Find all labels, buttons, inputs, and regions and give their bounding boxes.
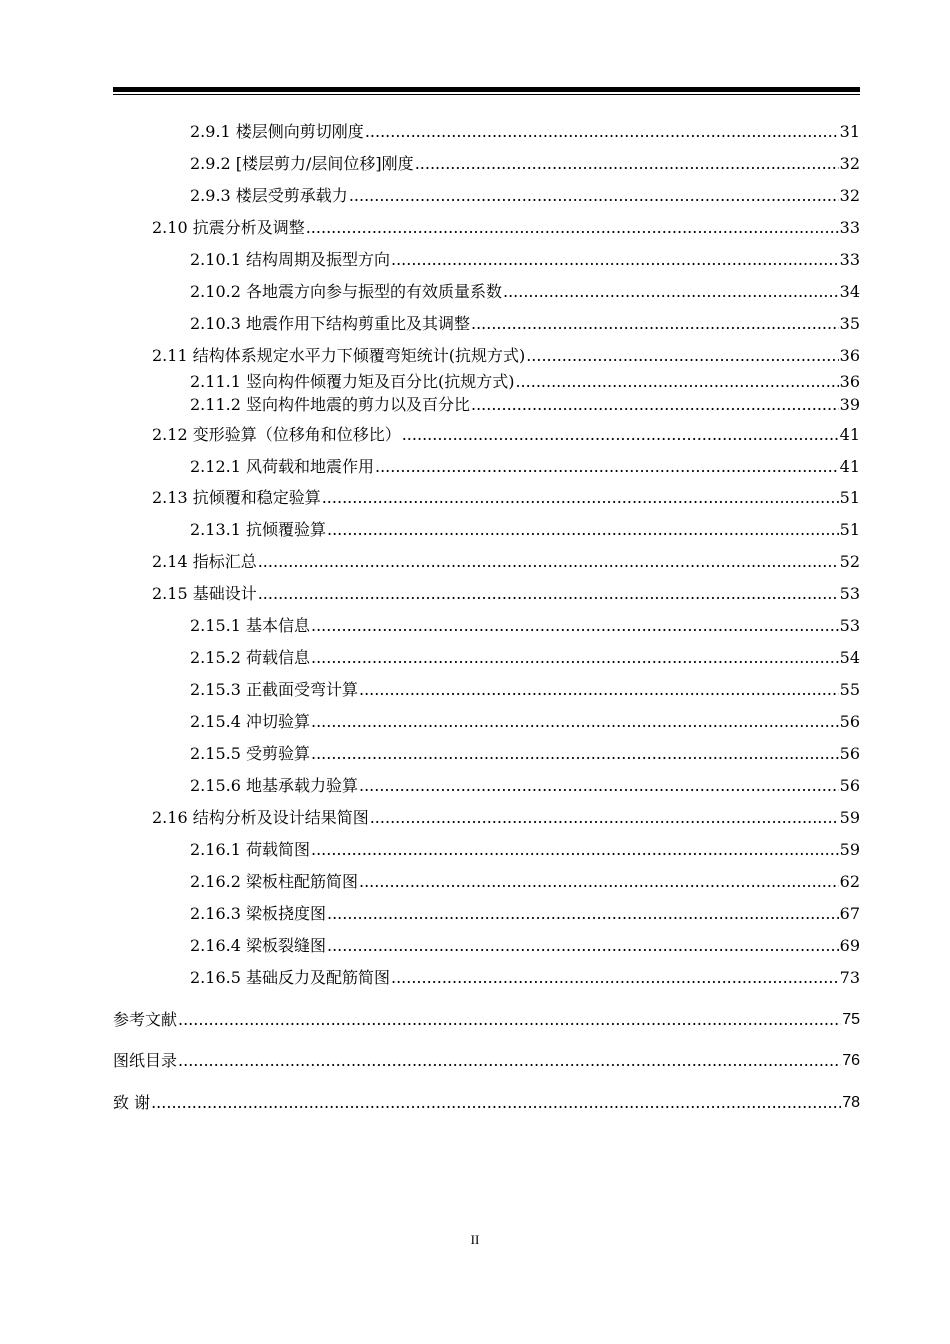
- toc-leader-dots: [359, 680, 839, 700]
- toc-entry-title: 2.12 变形验算（位移角和位移比）: [152, 425, 401, 444]
- toc-entry-page: 31: [839, 122, 860, 141]
- toc-entry-page: 56: [839, 744, 860, 763]
- toc-entry[interactable]: [190, 776, 860, 796]
- toc-entry-page: 51: [839, 520, 860, 539]
- toc-leader-dots: [322, 488, 839, 508]
- toc-entry-title: 2.15.5 受剪验算: [190, 744, 310, 763]
- toc-entry[interactable]: [190, 457, 860, 477]
- toc-entry[interactable]: [190, 872, 860, 892]
- toc-entry[interactable]: [152, 218, 860, 238]
- toc-entry-title: 2.10 抗震分析及调整: [152, 218, 305, 237]
- toc-entry[interactable]: [152, 552, 860, 572]
- toc-entry-page: 69: [839, 936, 860, 955]
- toc-entry-title: 2.10.2 各地震方向参与振型的有效质量系数: [190, 282, 502, 301]
- toc-entry[interactable]: [190, 250, 860, 270]
- toc-entry[interactable]: [152, 584, 860, 604]
- toc-entry-page: 41: [839, 457, 860, 476]
- toc-entry-page: 67: [839, 904, 860, 923]
- toc-entry-title: 2.16.2 梁板柱配筋简图: [190, 872, 358, 891]
- toc-entry-title: 2.16.5 基础反力及配筋简图: [190, 968, 390, 987]
- toc-leader-dots: [311, 616, 839, 636]
- toc-entry-title: 2.15 基础设计: [152, 584, 257, 603]
- toc-entry[interactable]: [190, 968, 860, 988]
- toc-leader-dots: [327, 904, 839, 924]
- toc-entry[interactable]: [190, 616, 860, 636]
- toc-entry[interactable]: [190, 395, 860, 415]
- toc-entry-page: 56: [839, 776, 860, 795]
- toc-leader-dots: [258, 552, 839, 572]
- toc-entry[interactable]: [190, 282, 860, 302]
- toc-leader-dots: [375, 457, 839, 477]
- toc-entry[interactable]: [190, 314, 860, 334]
- toc-entry-title: 2.9.1 楼层侧向剪切刚度: [190, 122, 364, 141]
- toc-entry-title: 2.16 结构分析及设计结果简图: [152, 808, 369, 827]
- toc-entry-page: 36: [839, 372, 860, 391]
- toc-leader-dots: [327, 520, 839, 540]
- toc-leader-dots: [311, 840, 839, 860]
- toc-leader-dots: [471, 395, 839, 415]
- toc-entry[interactable]: [113, 1051, 860, 1071]
- page-number: II: [470, 1232, 480, 1247]
- toc-entry-page: 59: [839, 808, 860, 827]
- toc-entry-page: 36: [839, 346, 860, 365]
- toc-entry[interactable]: [190, 936, 860, 956]
- toc-entry-title: 2.15.6 地基承载力验算: [190, 776, 358, 795]
- toc-entry-page: 53: [839, 584, 860, 603]
- toc-leader-dots: [359, 872, 839, 892]
- header-rule-thin: [113, 94, 860, 95]
- toc-entry-title: 2.9.3 楼层受剪承载力: [190, 186, 348, 205]
- toc-entry-page: 75: [842, 1011, 860, 1028]
- toc-entry-title: 2.11.2 竖向构件地震的剪力以及百分比: [190, 395, 470, 414]
- toc-entry-page: 53: [839, 616, 860, 635]
- toc-leader-dots: [415, 154, 839, 174]
- toc-leader-dots: [306, 218, 839, 238]
- toc-leader-dots: [503, 282, 839, 302]
- toc-leader-dots: [370, 808, 839, 828]
- toc-entry[interactable]: [152, 808, 860, 828]
- toc-entry-title: 2.15.4 冲切验算: [190, 712, 310, 731]
- toc-entry-title: 2.15.1 基本信息: [190, 616, 310, 635]
- toc-leader-dots: [391, 968, 839, 988]
- toc-entry[interactable]: [152, 488, 860, 508]
- toc-entry-title: 2.12.1 风荷载和地震作用: [190, 457, 374, 476]
- toc-entry[interactable]: [190, 648, 860, 668]
- toc-entry[interactable]: [152, 346, 860, 366]
- toc-leader-dots: [327, 936, 839, 956]
- toc-leader-dots: [178, 1010, 841, 1030]
- toc-entry-page: 39: [839, 395, 860, 414]
- toc-entry-page: 33: [839, 218, 860, 237]
- toc-leader-dots: [526, 346, 838, 366]
- toc-entry-title: 2.16.3 梁板挠度图: [190, 904, 326, 923]
- toc-entry[interactable]: [190, 186, 860, 206]
- header-rule: [113, 87, 860, 92]
- toc-entry[interactable]: [190, 840, 860, 860]
- toc-leader-dots: [515, 372, 838, 392]
- toc-leader-dots: [311, 648, 839, 668]
- toc-entry-page: 78: [842, 1094, 860, 1111]
- toc-entry-title: 2.15.3 正截面受弯计算: [190, 680, 358, 699]
- toc-entry[interactable]: [190, 680, 860, 700]
- toc-entry-page: 52: [839, 552, 860, 571]
- toc-entry-page: 54: [839, 648, 860, 667]
- toc-entry-page: 34: [839, 282, 860, 301]
- toc-leader-dots: [359, 776, 839, 796]
- toc-entry-page: 51: [839, 488, 860, 507]
- toc-entry-page: 35: [839, 314, 860, 333]
- toc-entry-title: 2.11 结构体系规定水平力下倾覆弯矩统计(抗规方式): [152, 346, 526, 365]
- toc-leader-dots: [311, 712, 839, 732]
- toc-leader-dots: [311, 744, 839, 764]
- toc-entry[interactable]: [113, 1010, 860, 1030]
- toc-leader-dots: [258, 584, 839, 604]
- toc-entry-page: 62: [839, 872, 860, 891]
- toc-entry-title: 2.14 指标汇总: [152, 552, 257, 571]
- toc-entry-title: 2.10.3 地震作用下结构剪重比及其调整: [190, 314, 470, 333]
- toc-entry-title: 2.16.4 梁板裂缝图: [190, 936, 326, 955]
- toc-entry-title: 2.13 抗倾覆和稳定验算: [152, 488, 321, 507]
- toc-leader-dots: [402, 425, 839, 445]
- toc-leader-dots: [365, 122, 839, 142]
- toc-entry-page: 55: [839, 680, 860, 699]
- toc-entry[interactable]: [113, 1093, 860, 1113]
- toc-leader-dots: [151, 1093, 841, 1113]
- toc-leader-dots: [349, 186, 839, 206]
- toc-entry[interactable]: [190, 744, 860, 764]
- toc-entry-page: 41: [839, 425, 860, 444]
- toc-leader-dots: [391, 250, 839, 270]
- toc-entry-title: 2.10.1 结构周期及振型方向: [190, 250, 390, 269]
- toc-entry[interactable]: [190, 154, 860, 174]
- toc-entry[interactable]: [152, 425, 860, 445]
- toc-entry[interactable]: [190, 122, 860, 142]
- toc-entry-page: 33: [839, 250, 860, 269]
- toc-entry-page: 56: [839, 712, 860, 731]
- toc-entry-title: 致 谢: [113, 1093, 151, 1112]
- toc-entry-page: 32: [839, 154, 860, 173]
- toc-entry-title: 2.16.1 荷载简图: [190, 840, 310, 859]
- toc-entry-page: 32: [839, 186, 860, 205]
- toc-entry[interactable]: [190, 520, 860, 540]
- toc-entry-title: 2.9.2 [楼层剪力/层间位移]刚度: [190, 154, 414, 173]
- toc-entry-page: 73: [839, 968, 860, 987]
- toc-entry[interactable]: [190, 904, 860, 924]
- toc-entry[interactable]: [190, 712, 860, 732]
- toc-entry-title: 2.15.2 荷载信息: [190, 648, 310, 667]
- toc-entry-title: 2.11.1 竖向构件倾覆力矩及百分比(抗规方式): [190, 372, 515, 391]
- toc-entry-title: 图纸目录: [113, 1051, 178, 1070]
- toc-entry-page: 76: [842, 1052, 860, 1069]
- toc-entry[interactable]: [190, 372, 860, 392]
- toc-leader-dots: [178, 1051, 841, 1071]
- toc-entry-title: 2.13.1 抗倾覆验算: [190, 520, 326, 539]
- toc-entry-page: 59: [839, 840, 860, 859]
- toc-leader-dots: [471, 314, 839, 334]
- toc-entry-title: 参考文献: [113, 1010, 178, 1029]
